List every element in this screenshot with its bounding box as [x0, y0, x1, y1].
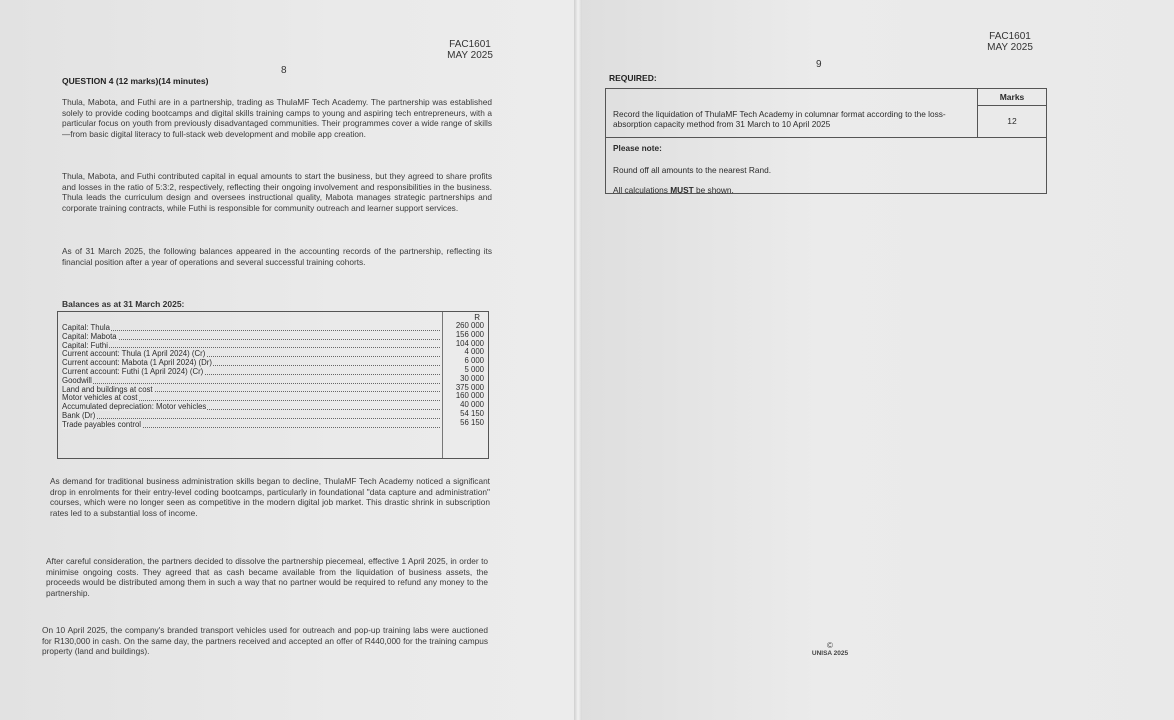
balance-row-label: Capital: Thula [62, 324, 446, 333]
balances-table [57, 311, 489, 459]
paragraph-capital: Thula, Mabota, and Futhi contributed capital in equal amounts to start the business, but they agreed to share profits and losses in the ratio of 5:3:2, respectively, reflecting their ongoing involvement and responsibilities in the business. Thula leads the curriculum design and oversees instructional quality, Mabota manages strategic partnerships and corporate training contracts, while Futhi is responsible for community outreach and learner support services. [62, 171, 492, 213]
page-fold [574, 0, 582, 720]
balance-row-value: 104 000 [455, 338, 484, 348]
balances-values [444, 322, 484, 428]
balance-row-value: 260 000 [455, 321, 484, 330]
note-calculations: All calculations MUST be shown. [613, 185, 734, 195]
left-page-number: 8 [281, 65, 287, 76]
task-description: Record the liquidation of ThulaMF Tech Academy in columnar format according to the loss-absorption capacity method from 31 March to 10 April 2025 [613, 109, 946, 129]
right-exam-date: MAY 2025 [987, 42, 1033, 53]
balances-currency-header: R [474, 313, 480, 322]
left-exam-date: MAY 2025 [447, 50, 493, 61]
balance-row-value: 30 000 [460, 373, 484, 383]
paragraph-auction: On 10 April 2025, the company's branded transport vehicles used for outreach and pop-up training labs were auctioned for R130,000 in cash. On the same day, the partners received and accepted an offer of R440,000 for the training campus property (land and buildings). [42, 625, 488, 656]
balance-row-value: 5 000 [464, 364, 484, 374]
paragraph-dissolution: After careful consideration, the partners decided to dissolve the partnership piecemeal, effective 1 April 2025, in order to minimise ongoing costs. They agreed that as cash became available from the liquidation of business assets, the proceeds would be distributed among them in such a way that no partner would be required to refund any money to the partnership. [46, 556, 488, 598]
balance-row-value: 4 000 [464, 347, 484, 357]
required-title: REQUIRED: [609, 73, 657, 83]
note-rounding: Round off all amounts to the nearest Rand. [613, 165, 772, 175]
required-table [605, 88, 1047, 194]
balance-row-value: 160 000 [455, 391, 484, 401]
paragraph-decline: As demand for traditional business administration skills began to decline, ThulaMF Tech Academy noticed a significant drop in enrolments for their entry-level coding bootcamps, particularly in foundational "data capture and administration" courses, which were no longer seen as competitive in the modern digital job market. This drastic shrink in subscription rates led to a substantial loss of income. [50, 476, 490, 518]
balance-row-value: 375 000 [455, 382, 484, 392]
left-course-code: FAC1601 [449, 39, 491, 50]
balance-row-label: Bank (Dr) [62, 412, 446, 421]
balance-row-value: 40 000 [460, 400, 484, 410]
copyright-symbol: © [827, 641, 833, 650]
table-divider [606, 137, 1046, 138]
task-cell [606, 105, 979, 138]
right-page-number: 9 [816, 59, 822, 70]
balance-row-value: 6 000 [464, 356, 484, 366]
task-marks: 12 [977, 105, 1046, 138]
balance-row-label: Land and buildings at cost [62, 386, 446, 395]
left-page [0, 0, 578, 720]
balances-labels [62, 324, 446, 430]
right-course-code: FAC1601 [989, 31, 1031, 42]
balance-row-label: Accumulated depreciation: Motor vehicles [62, 403, 446, 412]
balance-row-value: 156 000 [455, 329, 484, 339]
paragraph-balances-intro: As of 31 March 2025, the following balances appeared in the accounting records of the partnership, reflecting its financial position after a year of operations and several successful training cohorts. [62, 246, 492, 267]
balance-row-value: 54 150 [460, 408, 484, 418]
balance-row-value: 56 150 [460, 417, 484, 427]
paragraph-intro: Thula, Mabota, and Futhi are in a partnership, trading as ThulaMF Tech Academy. The partnership was established solely to provide coding bootcamps and digital skills training camps to young and aspiring tech entrepreneurs, with a particular focus on youth from previously disadvantaged communities. Their programmes cover a wide range of skills—from basic digital literacy to full-stack web development and mobile app creation. [62, 97, 492, 139]
balance-row-label: Capital: Futhi [62, 342, 446, 351]
balance-row-label: Current account: Futhi (1 April 2024) (Cr) [62, 368, 446, 377]
balance-row-label: Capital: Mabota [62, 333, 446, 342]
balance-row-label: Current account: Thula (1 April 2024) (Cr) [62, 350, 446, 359]
note-title: Please note: [613, 143, 662, 153]
balance-row-label: Current account: Mabota (1 April 2024) (Dr) [62, 359, 446, 368]
balance-row-label: Goodwill [62, 377, 446, 386]
question-title: QUESTION 4 (12 marks)(14 minutes) [62, 76, 209, 86]
balance-row-label: Motor vehicles at cost [62, 394, 446, 403]
footer-unisa: UNISA 2025 [811, 650, 849, 657]
balances-title: Balances as at 31 March 2025: [62, 299, 185, 309]
marks-header: Marks [977, 89, 1046, 106]
balance-row-label: Trade payables control [62, 421, 446, 430]
